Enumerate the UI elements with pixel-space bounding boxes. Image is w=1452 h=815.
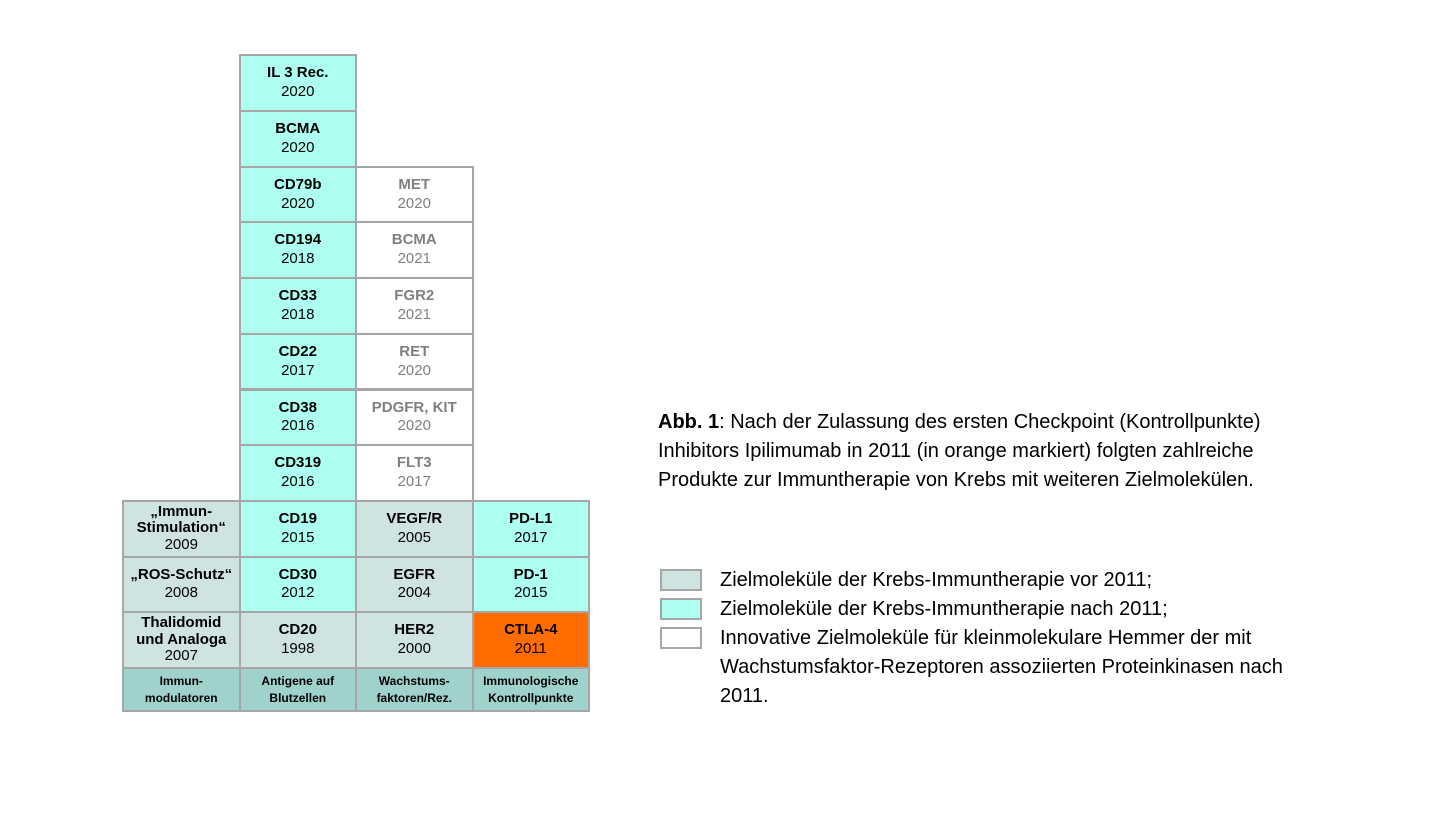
target-name: CD79b: [273, 175, 322, 193]
legend-label: Innovative Zielmoleküle für kleinmolekulare Hemmer der mit Wachstumsfaktor-Rezeptoren assoziierten Proteinkinasen nach 2011.: [720, 627, 1283, 707]
target-name: CTLA-4: [504, 621, 558, 639]
category-label: Immunologische Kontrollpunkte: [472, 667, 591, 712]
target-name: „ROS-Schutz“: [130, 565, 233, 583]
target-cell: [472, 500, 591, 558]
approval-year: 2007: [164, 647, 198, 665]
approval-year: 2009: [164, 535, 198, 553]
target-cell: [355, 500, 474, 558]
target-cell: [239, 389, 358, 447]
target-name: IL 3 Rec.: [267, 64, 329, 82]
target-name: CD33: [278, 287, 317, 305]
approval-year: 2020: [281, 194, 315, 212]
approval-year: 1998: [281, 640, 315, 658]
target-name: CD22: [278, 342, 317, 360]
target-cell: [355, 277, 474, 335]
target-cell: [355, 221, 474, 279]
legend-item-innovative: [660, 624, 1310, 711]
approval-year: 2020: [397, 361, 431, 379]
target-name: PDGFR, KIT: [371, 398, 457, 416]
target-name: CD319: [274, 454, 322, 472]
target-cell: [239, 333, 358, 391]
target-name: FLT3: [396, 454, 432, 472]
approval-year: 2004: [397, 584, 431, 602]
target-cell: [239, 500, 358, 558]
legend-label: Zielmoleküle der Krebs-Immuntherapie vor 2011;: [720, 569, 1153, 591]
figure-caption: [658, 408, 1298, 495]
approval-year: 2015: [514, 584, 548, 602]
target-cell: [355, 556, 474, 614]
target-cell: [355, 444, 474, 502]
approval-year: 2018: [281, 250, 315, 268]
approval-year: 2017: [514, 528, 548, 546]
approval-year: 2020: [281, 83, 315, 101]
approval-year: 2020: [281, 138, 315, 156]
approval-year: 2005: [397, 528, 431, 546]
target-name: EGFR: [393, 565, 436, 583]
target-cell: [472, 611, 591, 669]
target-cell: [355, 333, 474, 391]
target-name: HER2: [394, 621, 435, 639]
caption-text: : Nach der Zulassung des ersten Checkpoint (Kontrollpunkte) Inhibitors Ipilimumab in 2011 (in orange markiert) folgten zahlreiche Produkte zur Immuntherapie von Krebs mit weiteren Zielmolekülen.: [658, 411, 1261, 491]
legend-label: Zielmoleküle der Krebs-Immuntherapie nach 2011;: [720, 598, 1168, 620]
approval-year: 2012: [281, 584, 315, 602]
target-name: BCMA: [275, 120, 321, 138]
legend-swatch-innovative: [660, 627, 702, 649]
approval-year: 2017: [281, 361, 315, 379]
target-cell: [122, 611, 241, 669]
target-name: VEGF/R: [386, 509, 443, 527]
approval-year: 2017: [397, 473, 431, 491]
legend-item-pre-2011: [660, 566, 1310, 595]
caption-label: Abb. 1: [658, 411, 720, 433]
category-label: Immun- modulatoren: [122, 667, 241, 712]
approval-year: 2020: [397, 417, 431, 435]
approval-year: 2016: [281, 417, 315, 435]
target-cell: [239, 54, 358, 112]
target-name: CD20: [278, 621, 317, 639]
target-name: CD194: [274, 231, 322, 249]
approval-year: 2008: [164, 584, 198, 602]
approval-year: 2020: [397, 194, 431, 212]
target-name: CD19: [278, 509, 317, 527]
target-cell: [239, 110, 358, 168]
target-name: BCMA: [391, 231, 437, 249]
target-cell: [239, 277, 358, 335]
approval-year: 2016: [281, 473, 315, 491]
legend-item-post-2011: [660, 595, 1310, 624]
target-cell: [355, 166, 474, 224]
target-cell: [239, 556, 358, 614]
approval-year: 2000: [397, 640, 431, 658]
approval-year: 2021: [397, 305, 431, 323]
legend: [660, 566, 1310, 711]
target-cell: [472, 556, 591, 614]
approval-year: 2021: [397, 250, 431, 268]
target-cell: [355, 611, 474, 669]
approval-year: 2018: [281, 305, 315, 323]
target-name: „Immun-Stimulation“: [136, 502, 226, 537]
target-cell: [239, 444, 358, 502]
approval-year: 2011: [514, 640, 547, 658]
target-name: Thalidomid und Analoga: [136, 614, 227, 648]
target-name: CD30: [278, 565, 317, 583]
category-label: Wachstums- faktoren/Rez.: [355, 667, 474, 712]
target-cell: [122, 500, 241, 558]
target-name: PD-1: [513, 565, 548, 583]
target-cell: [239, 221, 358, 279]
target-cell: [122, 556, 241, 614]
legend-swatch-post-2011: [660, 598, 702, 620]
target-name: RET: [399, 342, 430, 360]
target-name: MET: [398, 175, 431, 193]
legend-swatch-pre-2011: [660, 569, 702, 591]
target-cell: [355, 389, 474, 447]
category-label: Antigene auf Blutzellen: [239, 667, 358, 712]
target-cell: [239, 166, 358, 224]
target-name: CD38: [278, 398, 317, 416]
target-name: PD-L1: [509, 509, 553, 527]
target-name: FGR2: [394, 287, 435, 305]
approval-year: 2015: [281, 528, 315, 546]
target-cell: [239, 611, 358, 669]
